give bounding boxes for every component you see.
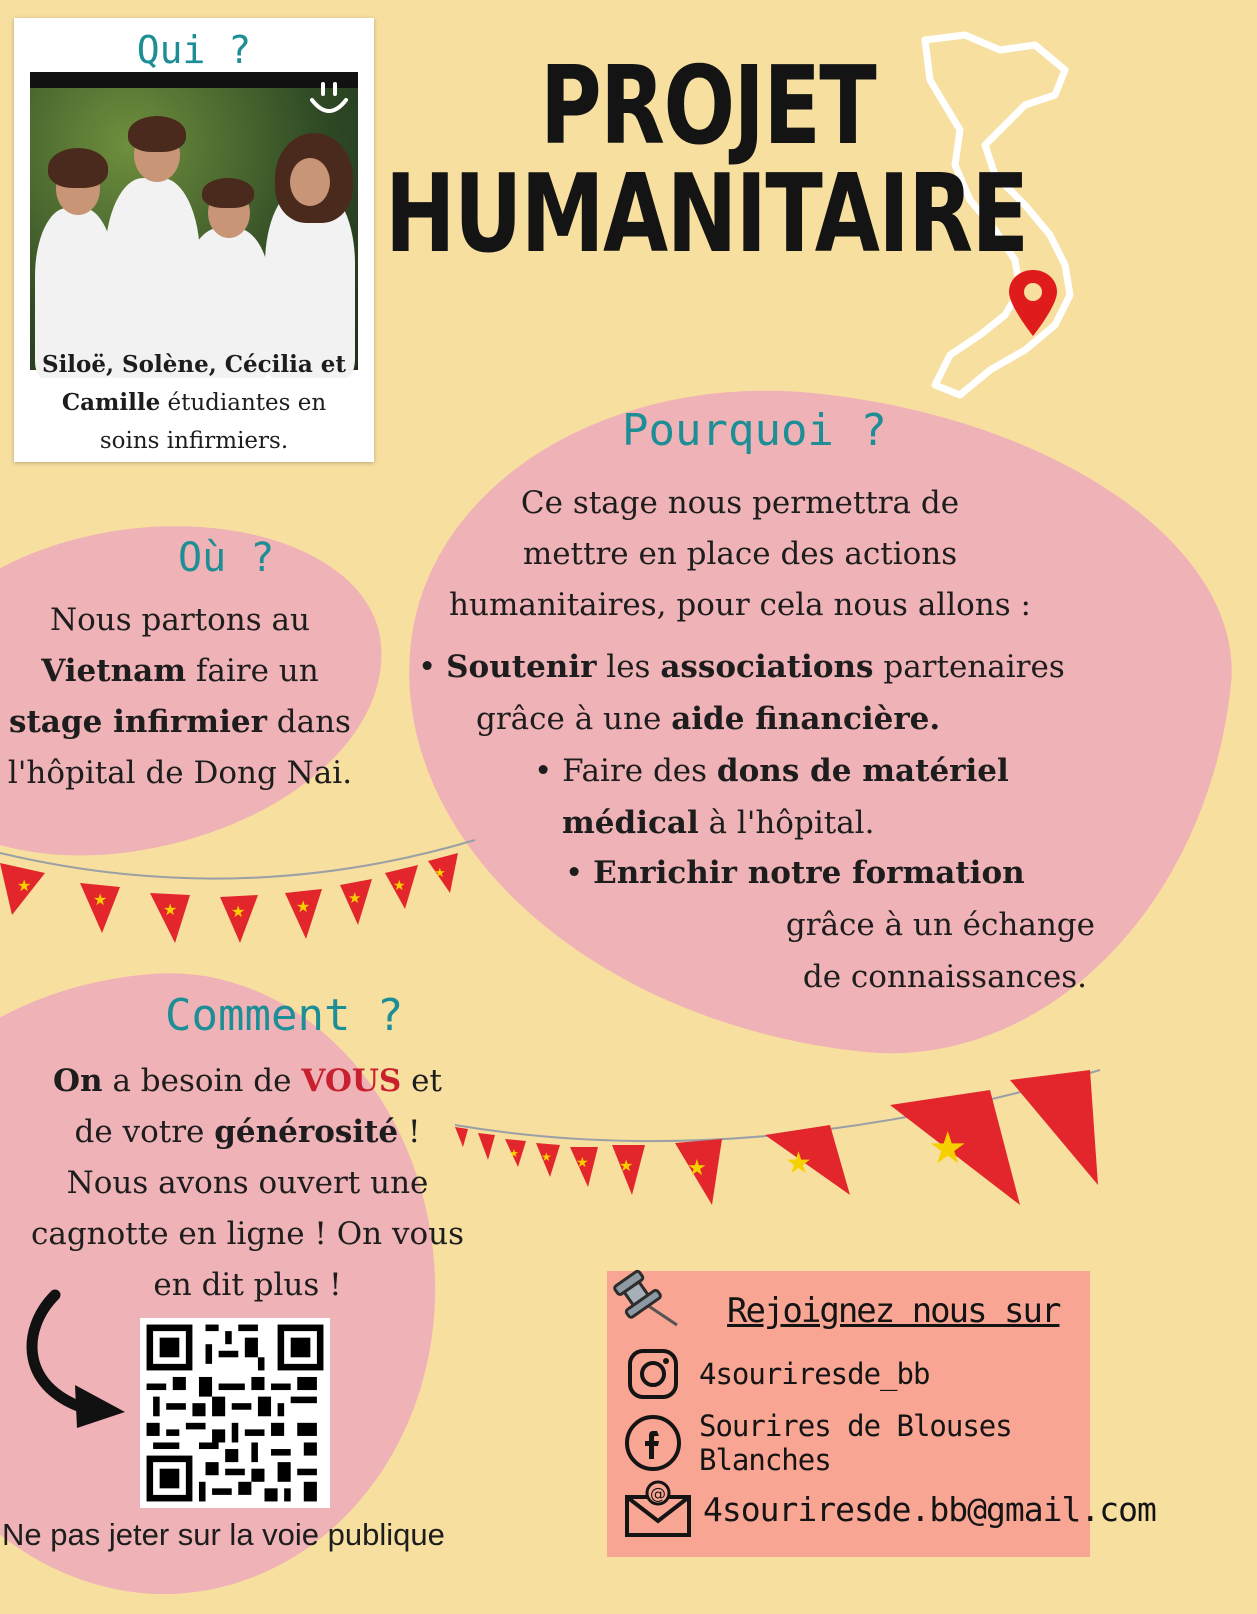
bullet-1-associations: associations [660,649,874,685]
pourquoi-intro-line-1: Ce stage nous permettra de [520,485,960,521]
svg-text:@: @ [650,1484,666,1503]
svg-text:★: ★ [928,1123,968,1174]
pourquoi-bullet-2-line-2 [562,798,874,849]
svg-text:★: ★ [231,902,246,921]
facebook-page[interactable]: Sourires de Blouses Blanches [699,1409,1012,1477]
comment-line-2-a: de votre [74,1114,215,1150]
bullet-2-line-2-rest: à l'hôpital. [698,805,875,841]
bullet-1-soutenir: Soutenir [446,649,597,685]
ou-line-4: l'hôpital de Dong Nai. [7,755,353,791]
bullet-1-line-2-a: grâce à une [476,701,672,737]
social-links-box [607,1271,1156,1557]
pourquoi-heading: Pourquoi ? [622,405,887,456]
bullet-2-medical: médical [562,805,699,841]
qui-caption-line-1: Siloë, Solène, Cécilia et [41,351,347,378]
qui-heading: Qui ? [136,28,252,72]
title-line-2: HUMANITAIRE [385,152,1028,277]
bullet-1-mid: les [596,649,661,685]
instagram-icon [625,1346,681,1402]
facebook-icon [623,1413,683,1473]
comment-vous: VOUS [301,1063,402,1099]
curved-arrow-icon [15,1290,130,1430]
pourquoi-intro [420,478,1060,631]
comment-text [0,1056,495,1311]
comment-line-2 [0,1107,495,1158]
bullet-3-enrichir: Enrichir notre formation [593,855,1025,891]
pourquoi-intro-line-3: humanitaires, pour cela nous allons : [449,587,1031,623]
ou-line-2-rest: faire un [186,653,319,689]
qui-caption-rest: étudiantes en [160,390,327,416]
location-pin-icon [1005,268,1061,338]
comment-line-1 [0,1056,495,1107]
svg-text:★: ★ [785,1146,812,1181]
ou-vietnam: Vietnam [41,653,187,689]
email-icon [623,1479,693,1539]
bullet-1-rest: partenaires [873,649,1065,685]
pourquoi-bullet-2: • Faire des dons de matériel [534,753,1009,789]
ou-heading: Où ? [178,535,275,581]
comment-line-4: cagnotte en ligne ! On vous [30,1216,465,1252]
ou-line-2 [0,646,360,697]
svg-text:★: ★ [393,878,406,894]
footer-note: Ne pas jeter sur la voie publique [2,1517,445,1552]
polaroid-photo-card [14,18,374,462]
bunting-garland-bottom [450,1065,1100,1245]
bullet-1-aide-financiere: aide financière. [671,701,941,737]
instagram-handle[interactable]: 4souriresde_bb [699,1357,930,1391]
svg-text:★: ★ [687,1156,707,1181]
smiley-icon [304,74,354,124]
svg-text:★: ★ [541,1150,552,1164]
comment-line-2-b: ! [398,1114,421,1150]
pourquoi-bullet-1: • Soutenir les associations partenaires [418,649,1065,685]
ou-line-3 [0,697,360,748]
instagram-row[interactable] [625,1346,929,1402]
comment-heading: Comment ? [165,990,404,1041]
svg-text:★: ★ [348,889,362,907]
social-heading: Rejoignez nous sur [727,1291,1060,1331]
comment-line-1-a: a besoin de [102,1063,302,1099]
svg-text:★: ★ [17,876,32,895]
bunting-garland-top [0,835,480,950]
comment-on: On [53,1063,103,1099]
qr-code-icon[interactable] [140,1318,330,1508]
svg-text:★: ★ [619,1156,634,1175]
bullet-2-dons: dons de matériel [716,753,1009,789]
svg-text:★: ★ [576,1155,589,1171]
svg-text:★: ★ [93,890,108,909]
svg-text:★: ★ [509,1147,519,1160]
pourquoi-bullet-3: • Enrichir notre formation [565,855,1025,891]
bullet-2-a: Faire des [562,753,717,789]
title-line-1: PROJET [540,44,876,169]
email-address[interactable]: 4souriresde.bb@gmail.com [703,1489,1156,1529]
svg-text:★: ★ [163,900,178,919]
qui-caption-line-3: soins infirmiers. [99,428,289,454]
ou-stage-infirmier: stage infirmier [9,704,267,740]
facebook-row[interactable] [623,1409,1090,1477]
qui-caption [14,346,374,460]
pushpin-icon [607,1263,687,1343]
pourquoi-bullet-1-line-2 [476,694,940,745]
pourquoi-bullet-3-line-2: grâce à un échange [785,907,1095,943]
pourquoi-bullet-3-line-3: de connaissances. [802,959,1087,995]
ou-text [0,595,360,799]
qui-caption-name: Camille [61,389,161,416]
comment-generosite: générosité [214,1114,399,1150]
ou-line-1: Nous partons au [50,602,310,638]
svg-text:★: ★ [434,866,446,881]
pourquoi-intro-line-2: mettre en place des actions [522,536,958,572]
comment-line-5: en dit plus ! [153,1267,342,1303]
qui-caption-line-2 [14,384,374,422]
ou-line-3-rest: dans [266,704,351,740]
svg-text:★: ★ [296,897,311,916]
email-row[interactable] [623,1479,1156,1539]
comment-line-3: Nous avons ouvert une [66,1165,429,1201]
comment-line-1-b: et [401,1063,442,1099]
